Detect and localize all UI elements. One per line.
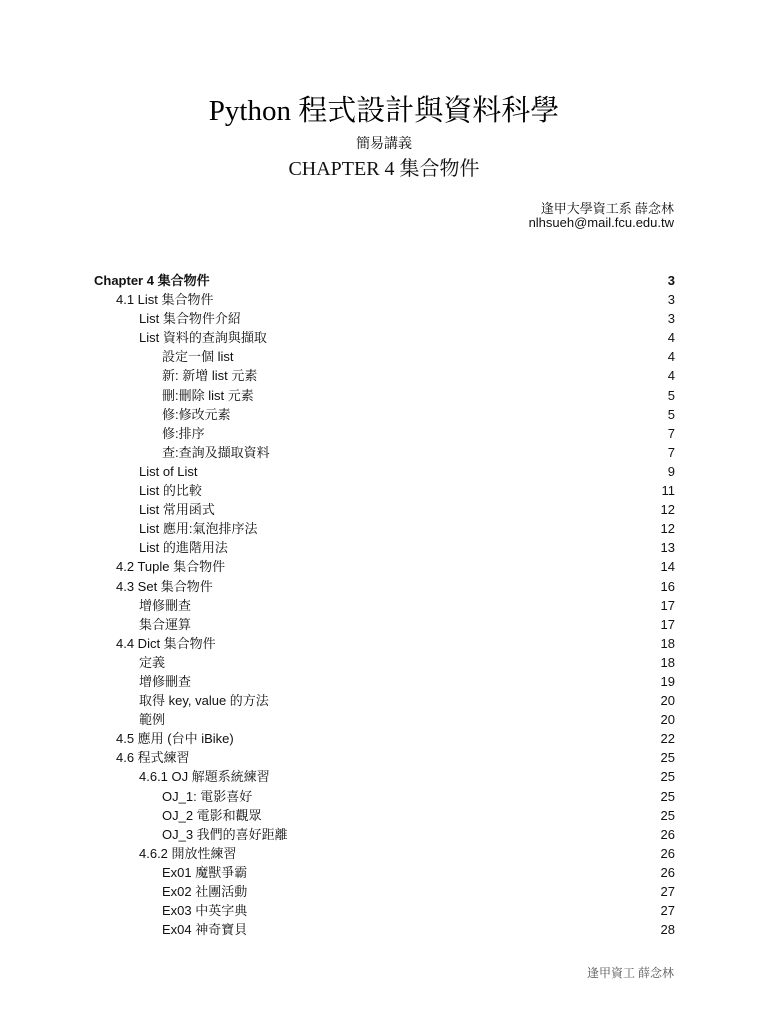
toc-entry-label[interactable]: Ex01 魔獸爭霸 bbox=[162, 864, 248, 880]
toc-entry[interactable] bbox=[94, 557, 675, 576]
toc-entry[interactable] bbox=[94, 920, 675, 939]
author-line: 逢甲大學資工系 薛念林 bbox=[540, 201, 674, 216]
toc-entry-label[interactable]: 新: 新增 list 元素 bbox=[162, 368, 258, 384]
toc-entry-page: 27 bbox=[660, 903, 675, 919]
toc-entry-page: 11 bbox=[661, 483, 675, 499]
toc-entry[interactable] bbox=[94, 500, 675, 519]
toc-entry-page: 22 bbox=[660, 731, 675, 747]
toc-entry-page: 17 bbox=[660, 616, 675, 632]
toc-entry-label[interactable]: Ex04 神奇寶貝 bbox=[162, 922, 248, 938]
toc-entry-page: 5 bbox=[667, 387, 675, 403]
toc-entry-label[interactable]: 4.1 List 集合物件 bbox=[116, 292, 214, 308]
toc-entry[interactable] bbox=[94, 748, 675, 767]
toc-entry[interactable] bbox=[94, 767, 675, 786]
toc-entry[interactable] bbox=[94, 443, 675, 462]
toc-entry-label[interactable]: 刪:刪除 list 元素 bbox=[162, 387, 254, 403]
toc-entry-label[interactable]: List 集合物件介紹 bbox=[139, 311, 241, 327]
toc-entry-page: 18 bbox=[660, 654, 675, 670]
toc-entry-label[interactable]: 4.5 應用 (台中 iBike) bbox=[116, 731, 234, 747]
toc-entry-label[interactable]: 4.6.2 開放性練習 bbox=[139, 845, 237, 861]
toc-entry-page: 18 bbox=[660, 635, 675, 651]
toc-entry[interactable] bbox=[94, 806, 675, 825]
table-of-contents bbox=[94, 271, 675, 939]
toc-entry-label[interactable]: 4.6 程式練習 bbox=[116, 750, 190, 766]
chapter-heading: CHAPTER 4 集合物件 bbox=[288, 158, 480, 180]
toc-entry[interactable] bbox=[94, 519, 675, 538]
toc-entry-page: 12 bbox=[660, 521, 675, 537]
toc-entry[interactable] bbox=[94, 710, 675, 729]
toc-entry-page: 4 bbox=[667, 349, 675, 365]
toc-entry-label[interactable]: 集合運算 bbox=[139, 616, 192, 632]
toc-entry[interactable] bbox=[94, 596, 675, 615]
toc-entry[interactable] bbox=[94, 844, 675, 863]
toc-entry-page: 7 bbox=[667, 444, 675, 460]
toc-entry[interactable] bbox=[94, 366, 675, 385]
toc-entry[interactable] bbox=[94, 462, 675, 481]
toc-entry-page: 26 bbox=[660, 845, 675, 861]
toc-entry-label[interactable]: 修:排序 bbox=[162, 425, 205, 441]
toc-entry-label[interactable]: OJ_1: 電影喜好 bbox=[162, 788, 253, 804]
toc-entry-page: 4 bbox=[667, 368, 675, 384]
toc-entry-label[interactable]: Ex03 中英字典 bbox=[162, 903, 248, 919]
toc-entry[interactable] bbox=[94, 863, 675, 882]
toc-entry-page: 28 bbox=[660, 922, 675, 938]
toc-entry-label[interactable]: List 的進階用法 bbox=[139, 540, 228, 556]
page-footer: 逢甲資工 薛念林 bbox=[586, 966, 674, 980]
toc-entry-page: 25 bbox=[660, 750, 675, 766]
toc-entry[interactable] bbox=[94, 653, 675, 672]
toc-entry[interactable] bbox=[94, 882, 675, 901]
toc-entry-page: 3 bbox=[667, 292, 675, 308]
toc-entry-label[interactable]: 查:查詢及擷取資料 bbox=[162, 444, 270, 460]
toc-entry-label[interactable]: OJ_3 我們的喜好距離 bbox=[162, 826, 288, 842]
toc-entry-page: 17 bbox=[660, 597, 675, 613]
toc-entry-page: 9 bbox=[667, 463, 675, 479]
toc-entry-page: 25 bbox=[660, 807, 675, 823]
toc-entry-page: 12 bbox=[660, 502, 675, 518]
toc-entry-page: 16 bbox=[660, 578, 675, 594]
toc-entry-label[interactable]: 4.3 Set 集合物件 bbox=[116, 578, 213, 594]
toc-entry-label[interactable]: 範例 bbox=[139, 712, 166, 728]
toc-entry-label[interactable]: 增修刪查 bbox=[139, 597, 192, 613]
toc-entry-label[interactable]: List 常用函式 bbox=[139, 502, 215, 518]
toc-entry-page: 3 bbox=[667, 311, 675, 327]
toc-entry-label[interactable]: 定義 bbox=[139, 654, 166, 670]
toc-entry[interactable] bbox=[94, 290, 675, 309]
toc-entry-label[interactable]: List 應用:氣泡排序法 bbox=[139, 521, 258, 537]
toc-entry-label[interactable]: 取得 key, value 的方法 bbox=[139, 693, 269, 709]
toc-entry[interactable] bbox=[94, 577, 675, 596]
toc-entry[interactable] bbox=[94, 309, 675, 328]
toc-entry-page: 13 bbox=[660, 540, 675, 556]
toc-entry-label[interactable]: 4.4 Dict 集合物件 bbox=[116, 635, 216, 651]
toc-entry[interactable] bbox=[94, 691, 675, 710]
toc-entry-label[interactable]: Chapter 4 集合物件 bbox=[94, 273, 210, 288]
toc-entry[interactable] bbox=[94, 328, 675, 347]
toc-entry[interactable] bbox=[94, 634, 675, 653]
toc-entry[interactable] bbox=[94, 825, 675, 844]
toc-entry-label[interactable]: 修:修改元素 bbox=[162, 406, 231, 422]
toc-entry-page: 3 bbox=[667, 273, 675, 288]
toc-entry-page: 4 bbox=[667, 330, 675, 346]
document-subtitle: 簡易講義 bbox=[356, 137, 412, 152]
toc-entry[interactable] bbox=[94, 729, 675, 748]
document-title: Python 程式設計與資料科學 bbox=[208, 95, 560, 127]
toc-entry-page: 25 bbox=[660, 788, 675, 804]
toc-entry-page: 19 bbox=[660, 673, 675, 689]
toc-entry-page: 14 bbox=[660, 559, 675, 575]
toc-entry-label[interactable]: 設定一個 list bbox=[162, 349, 234, 365]
toc-entry-page: 7 bbox=[667, 425, 675, 441]
toc-entry[interactable] bbox=[94, 615, 675, 634]
toc-entry[interactable] bbox=[94, 347, 675, 366]
toc-entry-label[interactable]: List 資料的查詢與擷取 bbox=[139, 330, 267, 346]
toc-entry-label[interactable]: 4.6.1 OJ 解題系統練習 bbox=[139, 769, 270, 785]
toc-entry-label[interactable]: Ex02 社團活動 bbox=[162, 884, 248, 899]
toc-entry-page: 20 bbox=[660, 712, 675, 728]
toc-entry-label[interactable]: 4.2 Tuple 集合物件 bbox=[116, 559, 226, 575]
toc-entry[interactable] bbox=[94, 424, 675, 443]
toc-entry-label[interactable]: OJ_2 電影和觀眾 bbox=[162, 807, 262, 823]
toc-entry-label[interactable]: List 的比較 bbox=[139, 483, 202, 499]
toc-entry[interactable] bbox=[94, 672, 675, 691]
toc-entry-page: 26 bbox=[660, 864, 675, 880]
toc-entry-page: 20 bbox=[660, 693, 675, 709]
toc-entry[interactable] bbox=[94, 481, 675, 500]
toc-entry-label[interactable]: List of List bbox=[139, 463, 198, 479]
toc-entry-page: 27 bbox=[660, 884, 675, 899]
toc-entry[interactable] bbox=[94, 538, 675, 557]
toc-entry-page: 5 bbox=[667, 406, 675, 422]
toc-entry[interactable] bbox=[94, 787, 675, 806]
toc-entry[interactable] bbox=[94, 405, 675, 424]
toc-entry-label[interactable]: 增修刪查 bbox=[139, 673, 192, 689]
toc-entry-page: 26 bbox=[660, 826, 675, 842]
toc-entry[interactable] bbox=[94, 901, 675, 920]
toc-entry-page: 25 bbox=[660, 769, 675, 785]
toc-entry[interactable] bbox=[94, 271, 675, 290]
toc-entry[interactable] bbox=[94, 386, 675, 405]
author-email: nlhsueh@mail.fcu.edu.tw bbox=[528, 215, 674, 230]
